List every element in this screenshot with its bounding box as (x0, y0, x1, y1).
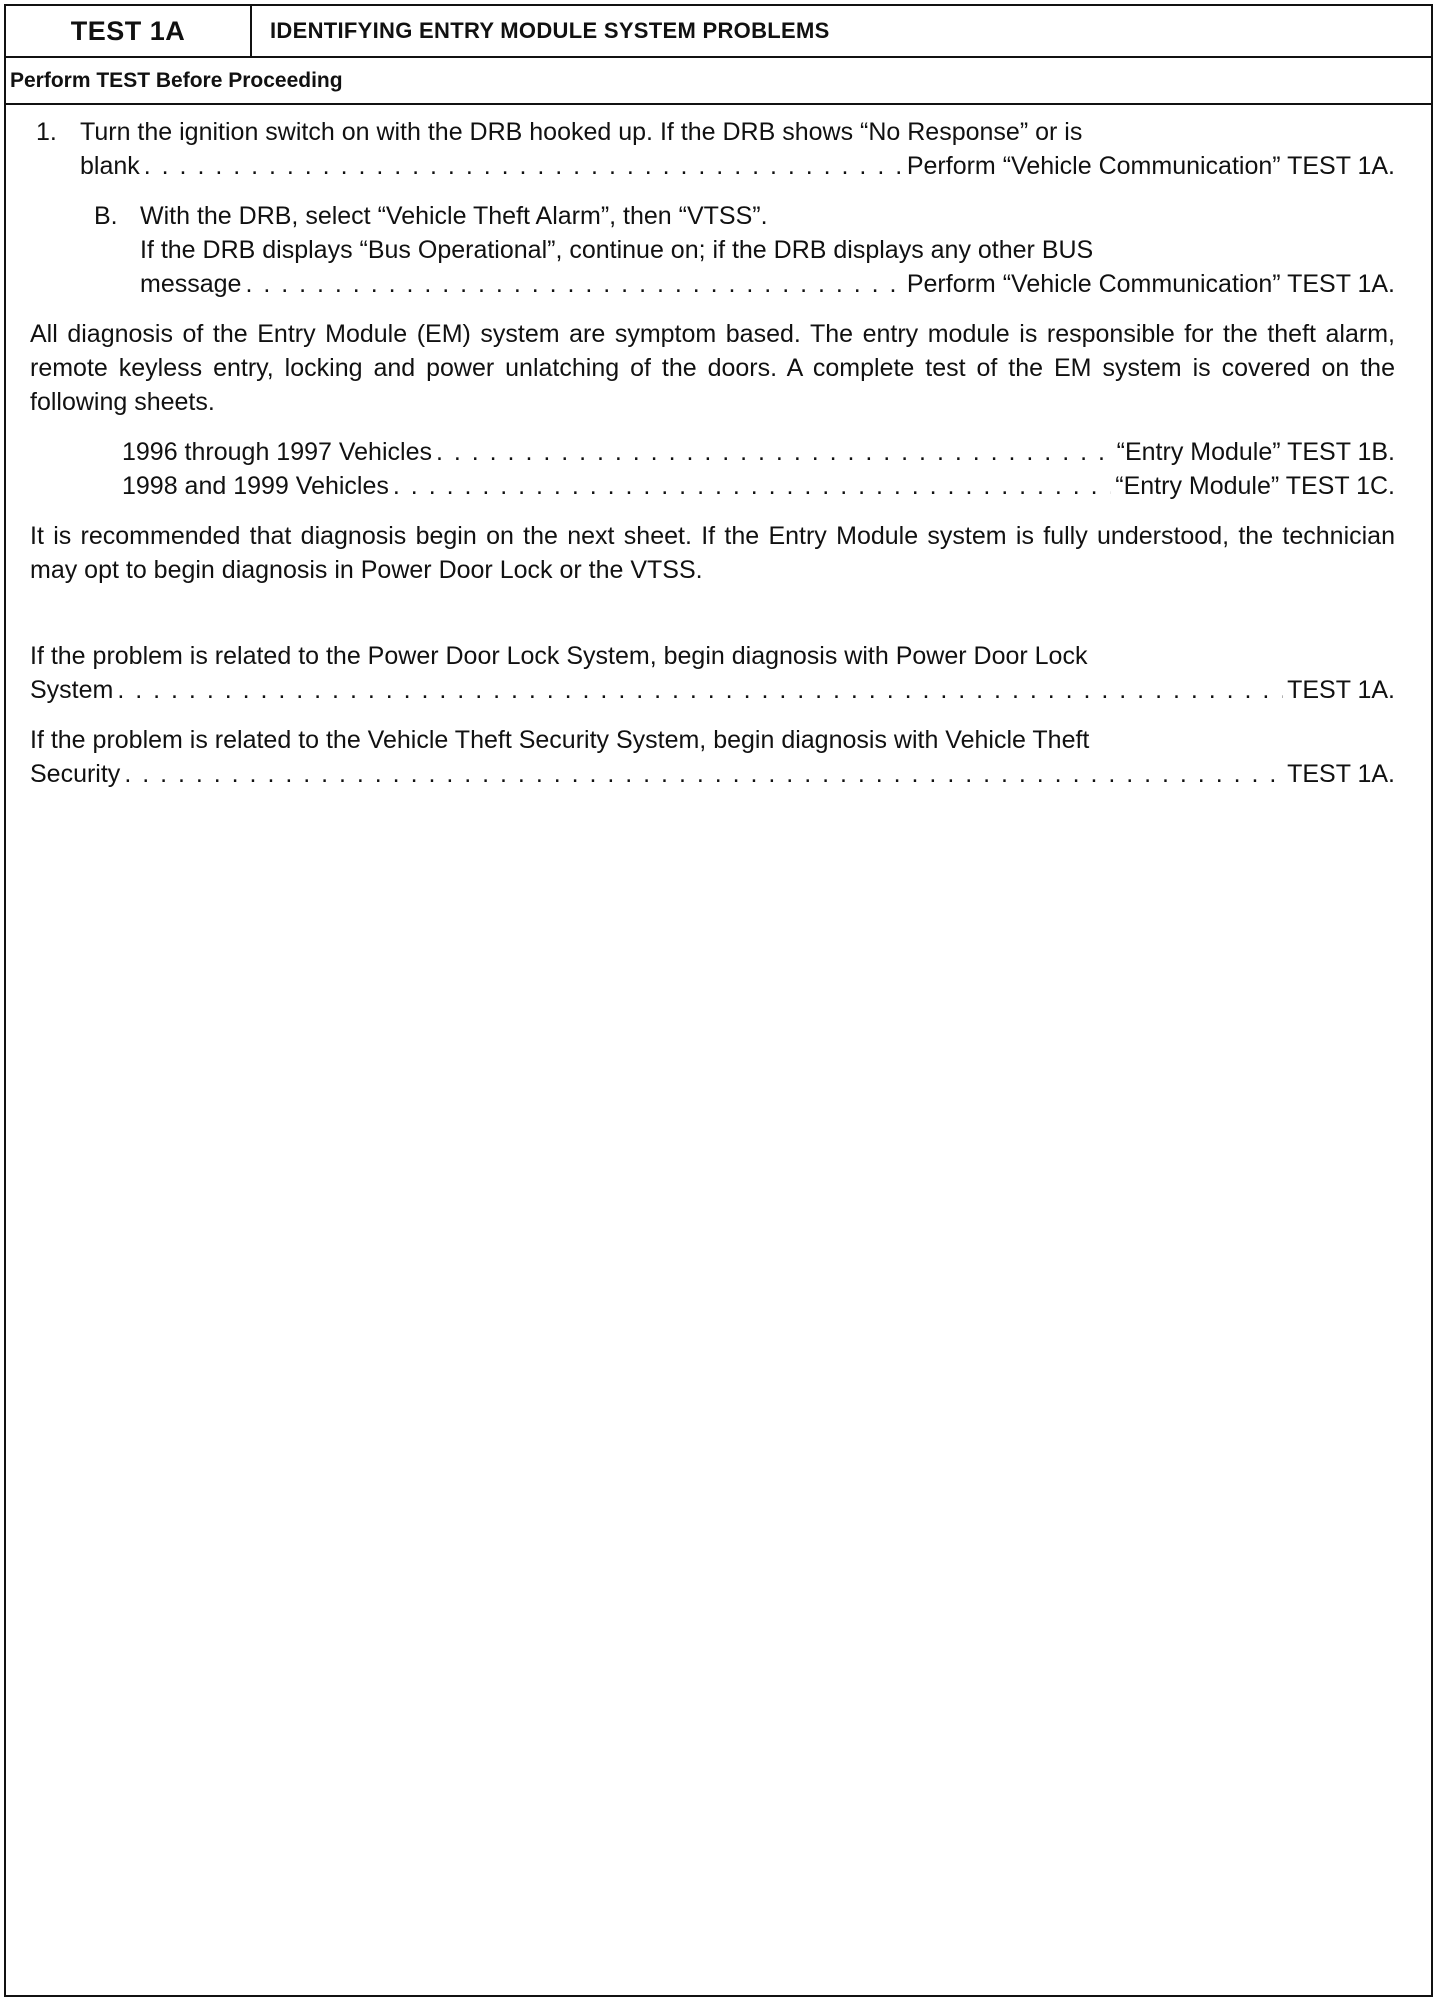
step-1-lead: blank (80, 152, 140, 180)
intro-paragraph: All diagnosis of the Entry Module (EM) system are symptom based. The entry module is responsible for the theft alarm, remote keyless entry, locking and power unlatching of the doors. A complete test of the EM system is covered on the following sheets. (30, 320, 1395, 416)
step-1-result-line (80, 149, 1395, 183)
vehicle-row (122, 469, 1395, 503)
step-b-lead: message (140, 270, 242, 298)
test-id: TEST 1A (6, 6, 252, 56)
vehicle-list (30, 435, 1395, 503)
step-1 (30, 115, 1395, 183)
dot-leader (436, 435, 1113, 469)
power-door-lock-text: If the problem is related to the Power Door Lock System, begin diagnosis with Power Door Lock (30, 642, 1088, 670)
dot-leader (144, 149, 903, 183)
vehicle-theft-paragraph (30, 723, 1395, 791)
vehicle-result: “Entry Module” TEST 1C. (1115, 472, 1395, 500)
step-b-line-2: If the DRB displays “Bus Operational”, continue on; if the DRB displays any other BUS (140, 236, 1094, 264)
power-door-lock-result: TEST 1A. (1287, 676, 1395, 704)
test-sheet (4, 4, 1433, 1997)
step-1-number: 1. (36, 118, 57, 146)
step-1-text: Turn the ignition switch on with the DRB hooked up. If the DRB shows “No Response” or is (80, 118, 1083, 146)
dot-leader (393, 469, 1111, 503)
recommendation-paragraph: It is recommended that diagnosis begin on the next sheet. If the Entry Module system is fully understood, the technician may opt to begin diagnosis in Power Door Lock or the VTSS. (30, 522, 1395, 584)
step-1-result: Perform “Vehicle Communication” TEST 1A. (906, 152, 1395, 180)
dot-leader (124, 757, 1283, 791)
subheader: Perform TEST Before Proceeding (6, 58, 1431, 105)
vehicle-theft-result-line (30, 757, 1395, 791)
vehicle-row (122, 435, 1395, 469)
vehicle-label: 1996 through 1997 Vehicles (122, 438, 432, 466)
dot-leader (245, 267, 902, 301)
dot-leader (117, 673, 1283, 707)
power-door-lock-result-line (30, 673, 1395, 707)
vehicle-theft-lead: Security (30, 760, 121, 788)
power-door-lock-lead: System (30, 676, 114, 704)
vehicle-theft-result: TEST 1A. (1287, 760, 1395, 788)
step-b-line-1: With the DRB, select “Vehicle Theft Alarm”, then “VTSS”. (140, 202, 768, 230)
step-b-result: Perform “Vehicle Communication” TEST 1A. (906, 270, 1395, 298)
content (6, 105, 1431, 791)
power-door-lock-paragraph (30, 639, 1395, 707)
vehicle-result: “Entry Module” TEST 1B. (1116, 438, 1395, 466)
step-b-number: B. (94, 202, 118, 230)
header-row (6, 6, 1431, 58)
step-b-result-line (140, 267, 1395, 301)
vehicle-label: 1998 and 1999 Vehicles (122, 472, 389, 500)
vehicle-theft-text: If the problem is related to the Vehicle Theft Security System, begin diagnosis with Vehicle Theft (30, 726, 1090, 754)
page-title: IDENTIFYING ENTRY MODULE SYSTEM PROBLEMS (270, 18, 830, 43)
step-b (30, 199, 1395, 301)
